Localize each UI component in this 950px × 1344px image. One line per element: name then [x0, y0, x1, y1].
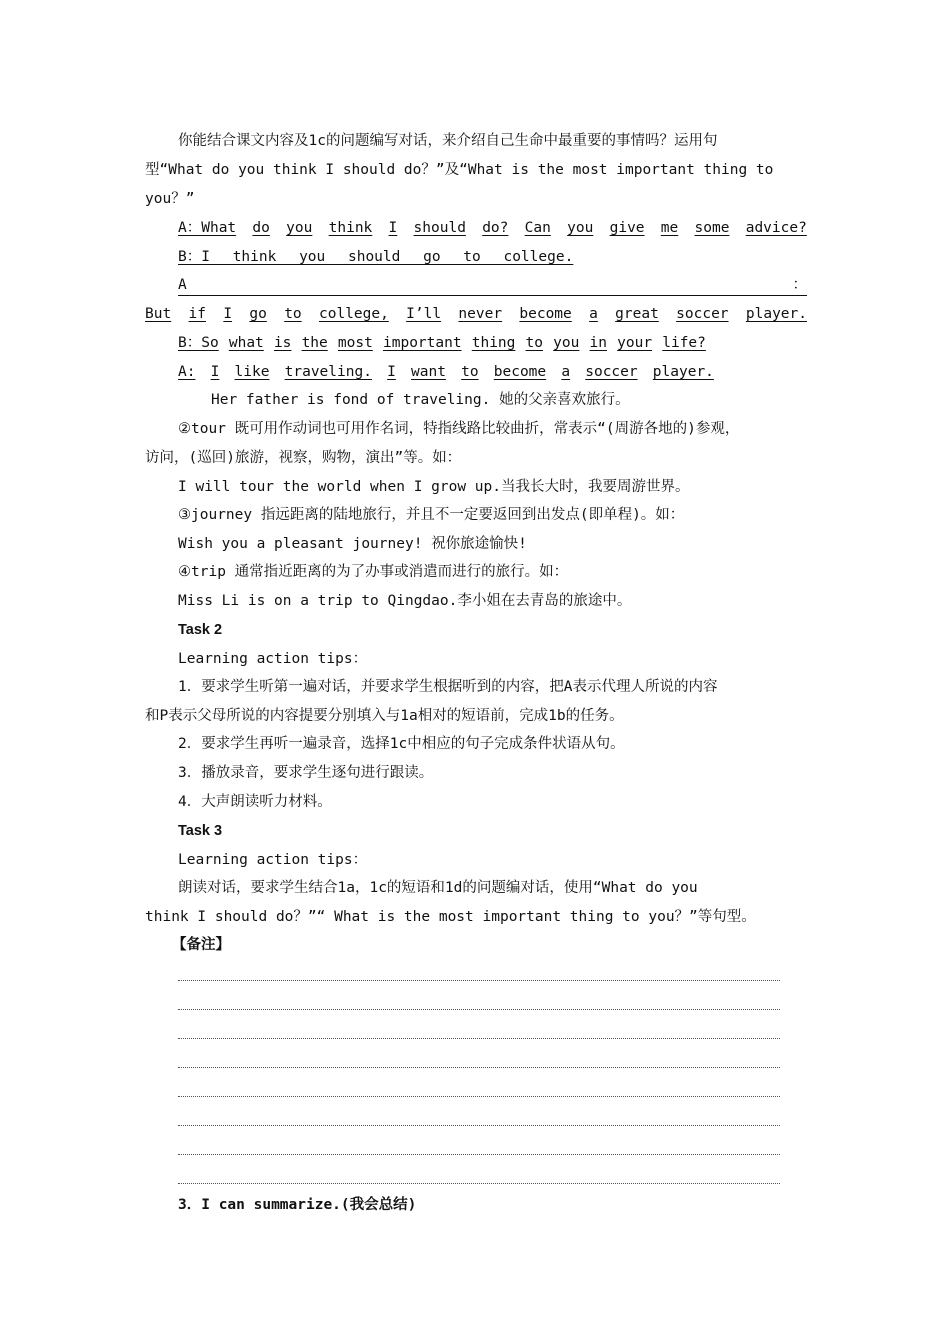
task2-title: Task 2	[178, 622, 223, 638]
note-writing-line	[178, 1038, 780, 1039]
trip-example: Miss Li is on a trip to Qingdao.李小姐在去青岛的旅途中。	[178, 593, 632, 609]
blank-end-mark: ：	[792, 277, 807, 293]
dialogue-line-a2-blank	[178, 275, 807, 296]
dialogue-word: to	[461, 364, 479, 380]
dialogue-word: like	[234, 364, 270, 380]
dialogue-word: the	[301, 335, 328, 351]
dialogue-word: I	[210, 364, 220, 380]
dialogue-word: But	[145, 306, 172, 322]
note-writing-line	[178, 1009, 780, 1010]
dialogue-word: to	[525, 335, 544, 351]
tour-note-line-1: ②tour 既可用作动词也可用作名词，特指线路比较曲折，常表示“(周游各地的)参观，	[178, 421, 740, 437]
dialogue-line-b1	[178, 247, 807, 267]
trip-note: ④trip 通常指近距离的为了办事或消遣而进行的旅行。如：	[178, 564, 569, 580]
dialogue-word: in	[589, 335, 607, 351]
summary-heading	[178, 1195, 807, 1215]
dialogue-word: your	[617, 335, 653, 351]
dialogue-word: advice?	[745, 220, 807, 236]
dialogue-word: you	[286, 220, 313, 236]
task3-line-2: think I should do？”“ What is the most important thing to you？”等句型。	[145, 909, 756, 925]
dialogue-word: you	[567, 220, 594, 236]
task2-tips-label: Learning action tips：	[178, 651, 368, 667]
task2-item-1a: 1．要求学生听第一遍对话，并要求学生根据听到的内容，把A表示代理人所说的内容	[178, 679, 718, 695]
dialogue-word: a	[589, 306, 598, 322]
dialogue-word: never	[458, 306, 503, 322]
dialogue-word: to	[284, 306, 302, 322]
remark-heading: 【备注】	[172, 937, 230, 953]
tour-example: I will tour the world when I grow up.当我长大时，我要周游世界。	[178, 479, 690, 495]
dialogue-word: me	[660, 220, 679, 236]
task2-item-2: 2．要求学生再听一遍录音，选择1c中相应的句子完成条件状语从句。	[178, 736, 625, 752]
dialogue-word: life?	[662, 335, 706, 351]
note-writing-line	[178, 1096, 780, 1097]
task3-title: Task 3	[178, 823, 223, 839]
intro-line-2: 型“What do you think I should do？”及“What is the most important thing to	[145, 162, 774, 178]
dialogue-word: thing	[471, 335, 516, 351]
task2-item-1b: 和P表示父母所说的内容提要分别填入与1a相对的短语前，完成1b的任务。	[145, 708, 624, 724]
task3-line-1: 朗读对话，要求学生结合1a，1c的短语和1d的问题编对话，使用“What do you	[178, 880, 698, 896]
dialogue-word: player.	[652, 364, 714, 380]
task2-item-3: 3．播放录音，要求学生逐句进行跟读。	[178, 765, 434, 781]
dialogue-line-a2-cont	[145, 304, 807, 324]
note-writing-line	[178, 1154, 780, 1155]
dialogue-line-a1	[178, 218, 807, 238]
dialogue-word: Can	[524, 220, 551, 236]
dialogue-word: I	[388, 220, 398, 236]
note-writing-line	[178, 980, 780, 981]
dialogue-word: soccer	[676, 306, 729, 322]
dialogue-word: do?	[482, 220, 509, 236]
dialogue-word: A:	[178, 364, 196, 380]
task3-tips-label: Learning action tips：	[178, 852, 368, 868]
dialogue-word: is	[273, 335, 292, 351]
tour-note-line-2: 访问，(巡回)旅游，视察，购物，演出”等。如：	[145, 450, 462, 466]
dialogue-line-a3	[178, 362, 714, 382]
note-writing-line	[178, 1067, 780, 1068]
journey-example: Wish you a pleasant journey! 祝你旅途愉快!	[178, 536, 527, 552]
dialogue-word: go	[249, 306, 267, 322]
task2-item-4: 4．大声朗读听力材料。	[178, 794, 332, 810]
dialogue-word: most	[337, 335, 373, 351]
intro-line-3: you？”	[145, 191, 195, 207]
speaker-a-label: A	[178, 277, 187, 293]
note-writing-line	[178, 1125, 780, 1126]
dialogue-word: great	[615, 306, 659, 322]
dialogue-word: you	[553, 335, 580, 351]
dialogue-text: B：I think you should go to college.	[178, 249, 574, 265]
dialogue-word: important	[383, 335, 462, 351]
dialogue-line-b2	[178, 333, 706, 353]
example-fond-of: Her father is fond of traveling. 她的父亲喜欢旅行。	[211, 392, 630, 408]
dialogue-word: think	[328, 220, 373, 236]
dialogue-word: I	[387, 364, 396, 380]
dialogue-word: soccer	[585, 364, 638, 380]
intro-line-1: 你能结合课文内容及1c的问题编写对话，来介绍自己生命中最重要的事情吗？运用句	[178, 133, 718, 149]
dialogue-word: traveling.	[284, 364, 372, 380]
dialogue-word: some	[694, 220, 730, 236]
dialogue-word: college,	[318, 306, 389, 322]
dialogue-word: if	[188, 306, 206, 322]
dialogue-word: do	[252, 220, 270, 236]
dialogue-word: want	[411, 364, 446, 380]
dialogue-word: give	[609, 220, 645, 236]
dialogue-word: A：What	[178, 220, 237, 236]
note-writing-line	[178, 1183, 780, 1184]
dialogue-word: player.	[745, 306, 807, 322]
dialogue-word: I’ll	[406, 306, 442, 322]
dialogue-word: what	[228, 335, 264, 351]
dialogue-word: become	[519, 306, 572, 322]
dialogue-word: I	[223, 306, 233, 322]
dialogue-word: B：So	[178, 335, 219, 351]
dialogue-word: should	[413, 220, 466, 236]
dialogue-word: a	[561, 364, 571, 380]
journey-note: ③journey 指远距离的陆地旅行，并且不一定要返回到出发点(即单程)。如：	[178, 507, 685, 523]
summary-text: 3．I can summarize.(我会总结)	[178, 1197, 417, 1213]
dialogue-word: become	[493, 364, 547, 380]
